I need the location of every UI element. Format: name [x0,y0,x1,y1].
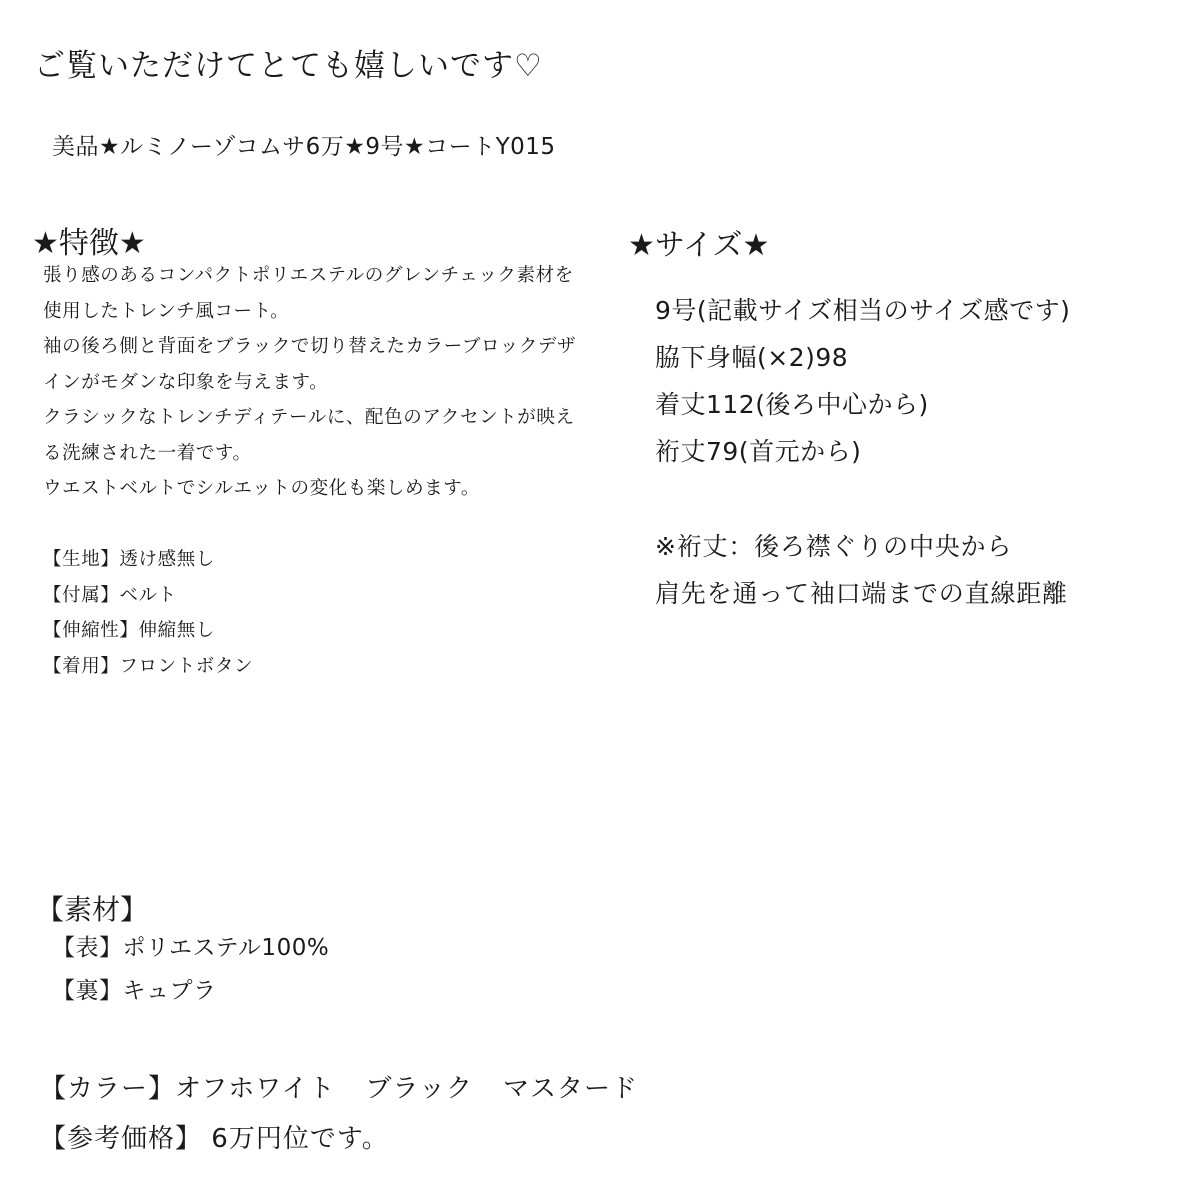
material-lining: 【裏】キュプラ [52,978,217,1004]
size-note-line: 肩先を通って袖口端までの直線距離 [655,579,1068,608]
features-description [43,258,576,507]
color-value: オフホワイト [175,1074,336,1104]
spec-list [43,542,253,684]
size-sleeve: 裄丈79(首元から) [655,437,862,466]
size-chest-width: 脇下身幅(×2)98 [655,343,849,372]
spec-closure: 【着用】フロントボタン [43,655,254,677]
feature-line: ウエストベルトでシルエットの変化も楽しめます。 [43,478,480,499]
color-line [40,1068,638,1105]
product-title: 美品★ルミノーゾコムサ6万★9号★コートY015 [52,134,556,160]
size-heading: ★サイズ★ [628,228,770,263]
feature-line: 袖の後ろ側と背面をブラックで切り替えたカラーブロックデザ [43,336,577,357]
greeting-text: ご覧いただけてとても嬉しいです♡ [34,48,543,84]
feature-line: クラシックなトレンチディテールに、配色のアクセントが映え [43,407,575,428]
price-value: 6万円位です。 [211,1124,389,1154]
feature-line: インがモダンな印象を与えます。 [43,371,329,393]
feature-line: 使用したトレンチ風コート。 [43,300,290,322]
color-value: マスタード [502,1074,638,1104]
price-line [40,1118,389,1155]
material-heading: 【素材】 [36,893,149,926]
feature-line: る洗練された一着です。 [43,442,252,464]
spec-fabric: 【生地】透け感無し [43,549,215,570]
material-list [52,927,329,1013]
spec-accessory: 【付属】ベルト [43,584,177,606]
size-note [655,523,1068,617]
color-value: ブラック [365,1074,473,1104]
material-outer: 【表】ポリエステル100% [52,935,330,961]
spec-stretch: 【伸縮性】伸縮無し [43,620,215,641]
size-note-line: ※裄丈：後ろ襟ぐりの中央から [655,532,1013,561]
price-label: 【参考価格】 [40,1124,203,1154]
size-label: 9号(記載サイズ相当のサイズ感です) [655,296,1071,325]
size-length: 着丈112(後ろ中心から) [655,390,929,419]
color-label: 【カラー】 [40,1074,176,1104]
features-heading: ★特徴★ [32,226,146,261]
feature-line: 張り感のあるコンパクトポリエステルのグレンチェック素材を [43,265,574,286]
size-list [655,287,1070,475]
